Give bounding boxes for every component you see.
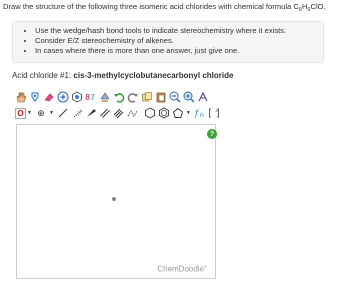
- chemdoodle-brand: ChemDoodle®: [157, 264, 207, 274]
- copy-icon[interactable]: [141, 91, 153, 103]
- double-bond-icon[interactable]: [99, 107, 111, 119]
- hash-bond-icon[interactable]: [71, 107, 83, 119]
- pentagon-ring-icon[interactable]: [172, 107, 184, 119]
- clean-icon[interactable]: [99, 91, 111, 103]
- single-bond-icon[interactable]: [57, 107, 69, 119]
- svg-text:±: ±: [214, 108, 219, 113]
- hand-tool-icon[interactable]: [15, 91, 27, 103]
- help-button[interactable]: ?: [207, 129, 217, 139]
- part-title: Acid chloride #1: cis-3-methylcyclobutanecarbonyl chloride: [12, 71, 234, 80]
- hint-item: • In cases where there is more than one answer, just give one.: [35, 46, 323, 56]
- redo-icon[interactable]: [127, 91, 139, 103]
- zoom-out-icon[interactable]: [169, 91, 181, 103]
- svg-text:7: 7: [90, 93, 96, 102]
- drawing-canvas[interactable]: [16, 124, 216, 279]
- bracket-tool-icon[interactable]: [208, 107, 220, 119]
- triple-bond-icon[interactable]: [113, 107, 125, 119]
- benzene-ring-icon[interactable]: [158, 107, 170, 119]
- toolbar-row-2: [15, 106, 222, 120]
- undo-icon[interactable]: [113, 91, 125, 103]
- hint-item: • Use the wedge/hash bond tools to indicate stereochemistry where it exists.: [35, 26, 323, 36]
- chevron-down-icon[interactable]: ▼: [48, 110, 54, 116]
- chemical-drawing-icon[interactable]: [197, 91, 209, 103]
- atom-map-icon[interactable]: [85, 91, 97, 103]
- canvas-cursor-dot: [112, 197, 116, 201]
- svg-text:f: f: [194, 109, 198, 118]
- wedge-bond-icon[interactable]: [85, 107, 97, 119]
- chain-tool-icon[interactable]: [127, 107, 139, 119]
- svg-text:8: 8: [85, 93, 91, 102]
- hints-box: [12, 21, 324, 63]
- atom-selector[interactable]: O: [15, 108, 26, 119]
- lasso-tool-icon[interactable]: [29, 91, 41, 103]
- question-text: Draw the structure of the following three isomeric acid chlorides with chemical formula $C_6H_9ClO$.: [3, 2, 326, 13]
- eraser-icon[interactable]: [43, 91, 55, 103]
- svg-text:n: n: [199, 112, 204, 119]
- hexagon-ring-icon[interactable]: [144, 107, 156, 119]
- charge-plus-icon[interactable]: ⊕: [37, 108, 45, 118]
- toolbar-row-1: [15, 90, 211, 104]
- chevron-down-icon[interactable]: ▼: [27, 110, 32, 116]
- ring-template-icon[interactable]: [71, 91, 83, 103]
- paste-icon[interactable]: [155, 91, 167, 103]
- fn-template-icon[interactable]: [194, 107, 206, 119]
- magnify-icon[interactable]: [183, 91, 195, 103]
- hint-item: • Consider E/Z stereochemistry of alkenes.: [35, 36, 323, 46]
- chevron-down-icon[interactable]: ▼: [185, 110, 191, 116]
- zoom-in-icon[interactable]: [57, 91, 69, 103]
